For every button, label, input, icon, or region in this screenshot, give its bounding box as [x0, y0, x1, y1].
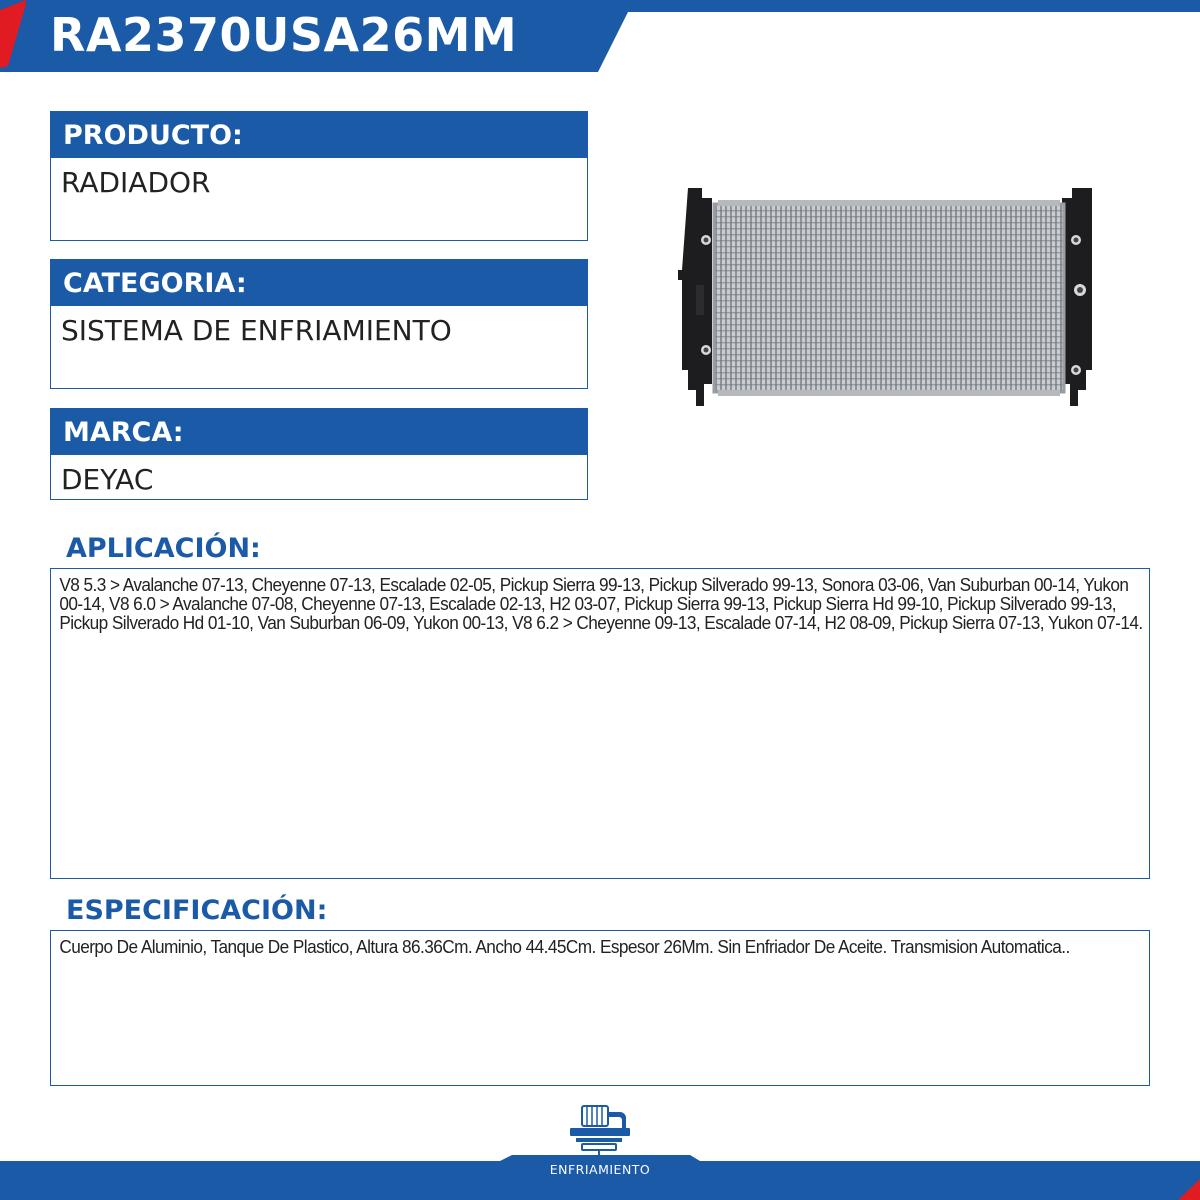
producto-label: PRODUCTO: — [51, 112, 587, 158]
marca-box — [50, 408, 588, 500]
especificacion-box — [50, 930, 1150, 1086]
aplicacion-title: APLICACIÓN: — [66, 533, 261, 564]
footer-category-label: ENFRIAMIENTO — [549, 1162, 651, 1177]
especificacion-title: ESPECIFICACIÓN: — [66, 895, 328, 926]
categoria-label: CATEGORIA: — [51, 260, 587, 306]
producto-value: RADIADOR — [61, 166, 211, 199]
marca-label: MARCA: — [51, 409, 587, 455]
categoria-box — [50, 259, 588, 389]
producto-box — [50, 111, 588, 241]
cooling-system-icon — [566, 1102, 638, 1162]
aplicacion-text: V8 5.3 > Avalanche 07-13, Cheyenne 07-13, Escalade 02-05, Pickup Sierra 99-13, Pickup Silverado 99-13, Sonora 03-06, Van Suburban 00-14, Yukon 00-14, V8 6.0 > Avalanche 07-08, Cheyenne 07-13, Escalade 02-13, H2 03-07, Pickup Sierra 99-13, Pickup Sierra Hd 99-10, Pickup Silverado 99-13, Pickup Silverado Hd 01-10, Van Suburban 06-09, Yukon 00-13, V8 6.2 > Cheyenne 09-13, Escalade 07-14, H2 08-09, Pickup Sierra 07-13, Yukon 07-14. — [59, 574, 1143, 633]
product-code-title: RA2370USA26MM — [50, 8, 518, 62]
categoria-value: SISTEMA DE ENFRIAMIENTO — [61, 314, 452, 347]
radiator-product-image — [670, 180, 1110, 410]
aplicacion-box — [50, 568, 1150, 879]
marca-value: DEYAC — [61, 463, 154, 496]
especificacion-text: Cuerpo De Aluminio, Tanque De Plastico, Altura 86.36Cm. Ancho 44.45Cm. Espesor 26Mm. Sin Enfriador De Aceite. Transmision Automatica.. — [59, 936, 1070, 957]
